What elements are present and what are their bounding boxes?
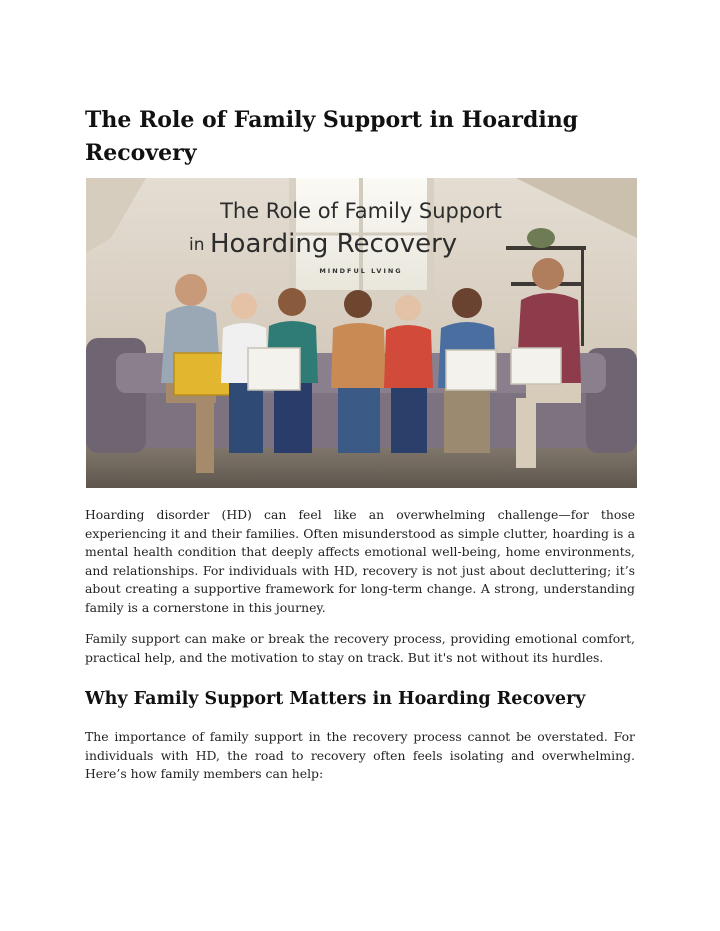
hero-image [86,178,637,488]
hero-title-line2: Hoarding Recovery [210,229,458,259]
support-paragraph: Family support can make or break the recovery process, providing emotional comfort, practical help, and the motivation to stay on track. But it's not without its hurdles. [85,631,635,665]
section-paragraph: The importance of family support in the recovery process cannot be overstated. For individuals with HD, the road to recovery often feels isolating and overwhelming. Here’s how family members can help: [85,729,635,781]
hero-brand: MINDFUL LVING [319,267,403,275]
intro-paragraph: Hoarding disorder (HD) can feel like an overwhelming challenge—for those experiencing it and their families. Often misunderstood as simple clutter, hoarding is a mental health condition that deeply affects emotional well-being, home environments, and relationships. For individuals with HD, recovery is not just about decluttering; it’s about creating a supportive framework for long-term change. A strong, understanding family is a cornerstone in this journey. [85,507,635,615]
article-title: The Role of Family Support in Hoarding Recovery [85,107,579,166]
hero-title-line1: The Role of Family Support [220,199,502,223]
hero-title-prefix: in [189,235,205,255]
hero-illustration [86,178,637,488]
section-heading: Why Family Support Matters in Hoarding Recovery [85,689,586,709]
